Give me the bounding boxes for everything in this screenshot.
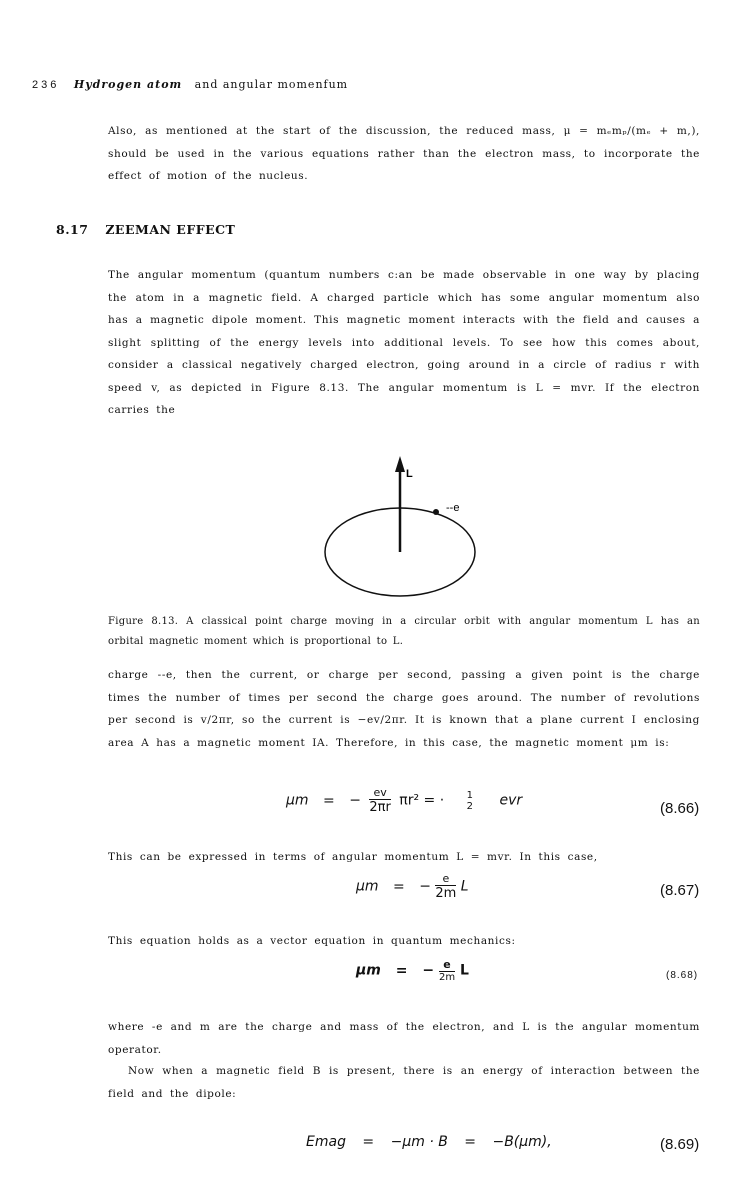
electron-dot bbox=[433, 509, 439, 515]
eq867-rhs: L bbox=[460, 878, 469, 895]
eq866-half bbox=[463, 790, 477, 812]
page-number: 236 bbox=[32, 79, 60, 91]
running-header bbox=[32, 78, 348, 91]
arrow-head bbox=[395, 456, 405, 472]
section-heading bbox=[56, 222, 235, 237]
eq867-number: (8.67) bbox=[660, 882, 700, 899]
equation-8-69 bbox=[306, 1134, 552, 1150]
eq866-frac bbox=[369, 786, 390, 815]
equation-8-68 bbox=[356, 958, 469, 983]
paragraph-current: charge --e, then the current, or charge per second, passing a given point is the charge times the number of times per second the charge goes around. The number of revolutions per second is v/2πr, so the current is −ev/2πr. It is known that a plane current I enclosing area A has a magnetic moment IA. Therefore, in this case, the magnetic moment μm is: bbox=[108, 669, 700, 749]
eq869-mid: −μm · B bbox=[390, 1134, 448, 1150]
eq867-lhs: μm bbox=[356, 878, 379, 895]
eq866-half-num: 1 bbox=[466, 789, 473, 801]
eq867-frac bbox=[435, 872, 456, 901]
eq868-minus: − bbox=[422, 962, 435, 979]
eq866-den: 2πr bbox=[369, 800, 391, 815]
label-L: L bbox=[406, 468, 413, 480]
eq867-num: e bbox=[435, 872, 456, 886]
eq866-num: ev bbox=[369, 786, 390, 800]
eq868-frac bbox=[439, 958, 455, 983]
eq866-half-den: 2 bbox=[466, 800, 473, 812]
eq866-rhs: evr bbox=[499, 792, 523, 809]
eq867-minus: − bbox=[419, 878, 431, 895]
intro-paragraph: Also, as mentioned at the start of the discussion, the reduced mass, μ = mₑmₚ/(mₑ + m,), should be used in the various equations rather than the electron mass, to incorporate the effect of motion of the nucleus. bbox=[108, 125, 700, 182]
eq869-number: (8.69) bbox=[660, 1136, 700, 1153]
label-e: --e bbox=[446, 502, 460, 514]
eq866-lhs: μm bbox=[286, 792, 309, 809]
figure-orbit bbox=[300, 448, 500, 608]
eq868-lhs: μm bbox=[356, 962, 381, 979]
eq866-minus: − bbox=[349, 792, 361, 809]
eq868-rhs: L bbox=[459, 962, 469, 979]
paragraph-zeeman-intro: The angular momentum (quantum numbers c:an be made observable in one way by placing the atom in a magnetic field. A charged particle which has some angular momentum also has a magnetic dipole moment. This magnetic moment interacts with the field and causes a slight splitting of the energy levels into additional levels. To see how this comes about, consider a classical negatively charged electron, going around in a circle of radius r with speed v, as depicted in Figure 8.13. The angular momentum is L = mvr. If the electron carries the bbox=[108, 269, 700, 416]
eq867-den: 2m bbox=[435, 886, 457, 901]
eq869-lhs: Emag bbox=[306, 1134, 346, 1150]
eq866-mid: πr² = · bbox=[399, 792, 445, 809]
paragraph-angular-momentum: This can be expressed in terms of angular momentum L = mvr. In this case, bbox=[108, 851, 598, 863]
paragraph-energy-interaction: Now when a magnetic field B is present, there is an energy of interaction between the field and the dipole: bbox=[108, 1065, 700, 1100]
eq869-eq: = bbox=[362, 1134, 375, 1150]
eq868-den: 2m bbox=[438, 972, 456, 983]
equation-8-67 bbox=[356, 872, 469, 901]
header-title-italic: Hydrogen atom bbox=[73, 78, 183, 91]
eq869-rhs: −B(μm), bbox=[492, 1134, 552, 1150]
paragraph-charge-mass: where -e and m are the charge and mass of the electron, and L is the angular momentum operator. bbox=[108, 1021, 700, 1056]
paragraph-vector-equation: This equation holds as a vector equation in quantum mechanics: bbox=[108, 935, 516, 947]
figure-caption: Figure 8.13. A classical point charge moving in a circular orbit with angular momentum L has an orbital magnetic moment which is proportional to L. bbox=[108, 616, 700, 647]
eq868-eq: = bbox=[395, 962, 408, 979]
eq866-eq: = bbox=[323, 792, 335, 809]
eq866-number: (8.66) bbox=[660, 800, 700, 817]
eq867-eq: = bbox=[393, 878, 405, 895]
eq868-number: (8.68) bbox=[666, 970, 699, 981]
eq868-num: e bbox=[439, 958, 455, 972]
eq869-eq2: = bbox=[464, 1134, 477, 1150]
equation-8-66 bbox=[286, 786, 522, 815]
section-title: ZEEMAN EFFECT bbox=[105, 222, 236, 237]
header-title: and angular momenfum bbox=[194, 78, 349, 91]
section-number: 8.17 bbox=[56, 222, 89, 237]
